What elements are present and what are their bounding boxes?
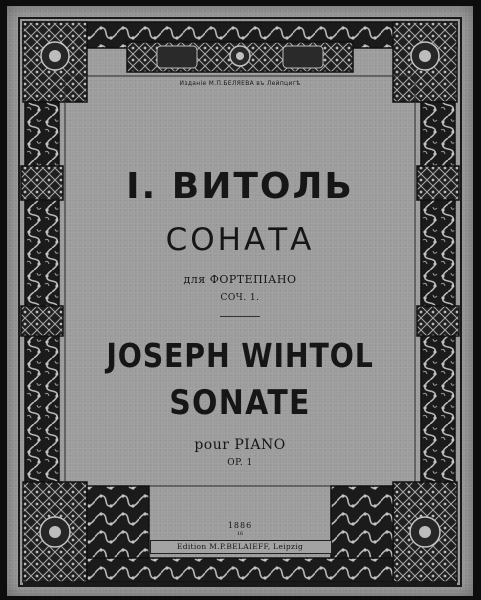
title-russian: СОНАТА — [165, 222, 315, 258]
subtitle-russian: для ФОРТЕПIАНО — [183, 273, 297, 286]
edition-line: Edition M.P.BELAIEFF, Leipzig — [176, 542, 304, 551]
publication-year: 1886 — [227, 521, 253, 530]
title-french: SONATE — [169, 383, 311, 423]
plate-number: 16 — [236, 531, 244, 537]
composer-name-russian: I. ВИТОЛЬ — [126, 166, 354, 207]
subtitle-french: pour PIANO — [194, 437, 286, 453]
publisher-line: Изданiе М.П.БЕЛЯЕВА въ Лейпцигѣ — [179, 80, 301, 87]
opus-french: OP. 1 — [227, 458, 253, 468]
composer-name-english: JOSEPH WIHTOL — [106, 336, 374, 375]
divider-rule — [220, 316, 260, 317]
score-cover-page — [7, 6, 473, 596]
opus-russian: СОЧ. 1. — [220, 293, 260, 303]
